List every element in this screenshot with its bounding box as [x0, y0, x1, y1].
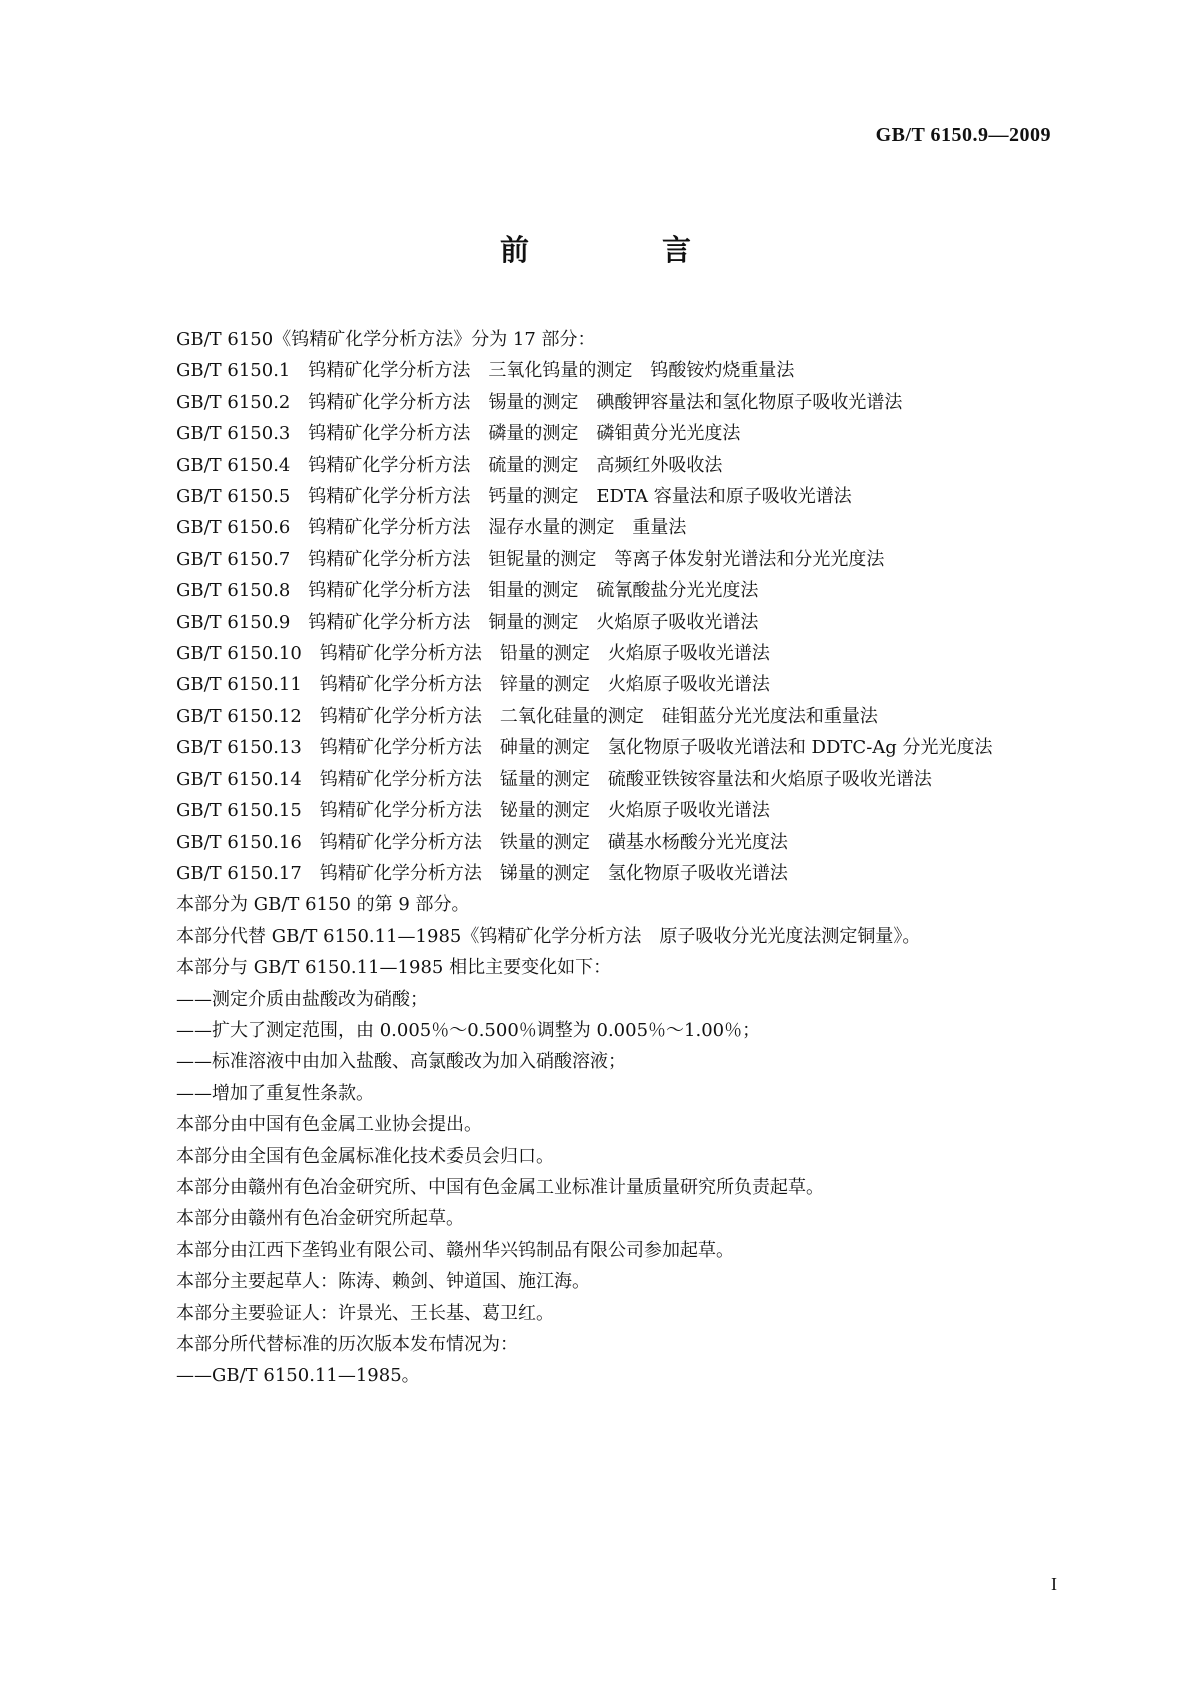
part-list-item-11: GB/T 6150.11 钨精矿化学分析方法 锌量的测定 火焰原子吸收光谱法: [176, 674, 770, 696]
part-list-item-8: GB/T 6150.8 钨精矿化学分析方法 钼量的测定 硫氰酸盐分光光度法: [176, 580, 759, 602]
part-list-item-2: GB/T 6150.2 钨精矿化学分析方法 锡量的测定 碘酸钾容量法和氢化物原子吸收光谱法: [176, 391, 903, 413]
part-list-item-1: GB/T 6150.1 钨精矿化学分析方法 三氧化钨量的测定 钨酸铵灼烧重量法: [176, 360, 795, 382]
page-number: I: [1051, 1574, 1057, 1594]
paragraph-proposed-by: 本部分由中国有色金属工业协会提出。: [176, 1114, 482, 1136]
part-list-item-3: GB/T 6150.3 钨精矿化学分析方法 磷量的测定 磷钼黄分光光度法: [176, 423, 741, 445]
paragraph-participants: 本部分由江西下垄钨业有限公司、赣州华兴钨制品有限公司参加起草。: [176, 1239, 734, 1261]
paragraph-centralized-by: 本部分由全国有色金属标准化技术委员会归口。: [176, 1145, 554, 1167]
change-item-1: ——测定介质由盐酸改为硝酸；: [176, 988, 428, 1010]
paragraph-intro: GB/T 6150《钨精矿化学分析方法》分为 17 部分：: [176, 329, 596, 350]
history-item-1: ——GB/T 6150.11—1985。: [176, 1365, 420, 1387]
paragraph-history-intro: 本部分所代替标准的历次版本发布情况为：: [176, 1334, 518, 1355]
paragraph-main-verifiers: 本部分主要验证人：许景光、王长基、葛卫红。: [176, 1302, 554, 1324]
part-list-item-16: GB/T 6150.16 钨精矿化学分析方法 铁量的测定 磺基水杨酸分光光度法: [176, 831, 788, 853]
part-list-item-14: GB/T 6150.14 钨精矿化学分析方法 锰量的测定 硫酸亚铁铵容量法和火焰原子吸收光谱法: [176, 768, 932, 790]
part-list-item-6: GB/T 6150.6 钨精矿化学分析方法 湿存水量的测定 重量法: [176, 517, 687, 539]
change-item-3: ——标准溶液中由加入盐酸、高氯酸改为加入硝酸溶液；: [176, 1051, 626, 1073]
part-list-item-10: GB/T 6150.10 钨精矿化学分析方法 铅量的测定 火焰原子吸收光谱法: [176, 643, 770, 665]
paragraph-main-drafters: 本部分主要起草人：陈涛、赖剑、钟道国、施江海。: [176, 1271, 590, 1293]
change-item-2: ——扩大了测定范围，由 0.005％～0.500％调整为 0.005％～1.00％；: [176, 1019, 761, 1041]
part-list-item-12: GB/T 6150.12 钨精矿化学分析方法 二氧化硅量的测定 硅钼蓝分光光度法和重量法: [176, 705, 878, 727]
page-title: 前 言: [499, 233, 743, 267]
paragraph-replaces: 本部分代替 GB/T 6150.11—1985《钨精矿化学分析方法 原子吸收分光光度法测定铜量》。: [176, 925, 921, 947]
part-list-item-7: GB/T 6150.7 钨精矿化学分析方法 钽铌量的测定 等离子体发射光谱法和分光光度法: [176, 548, 885, 570]
paragraph-part-number: 本部分为 GB/T 6150 的第 9 部分。: [176, 894, 470, 916]
paragraph-changes-intro: 本部分与 GB/T 6150.11—1985 相比主要变化如下：: [176, 957, 612, 979]
standard-number: GB/T 6150.9—2009: [875, 124, 1051, 146]
part-list-item-15: GB/T 6150.15 钨精矿化学分析方法 铋量的测定 火焰原子吸收光谱法: [176, 800, 770, 822]
change-item-4: ——增加了重复性条款。: [176, 1082, 374, 1104]
part-list-item-4: GB/T 6150.4 钨精矿化学分析方法 硫量的测定 高频红外吸收法: [176, 454, 723, 476]
part-list-item-5: GB/T 6150.5 钨精矿化学分析方法 钙量的测定 EDTA 容量法和原子吸收光谱法: [176, 486, 852, 508]
foreword-body: [135, 324, 1062, 1392]
part-list-item-9: GB/T 6150.9 钨精矿化学分析方法 铜量的测定 火焰原子吸收光谱法: [176, 611, 759, 633]
paragraph-drafted-by: 本部分由赣州有色冶金研究所起草。: [176, 1208, 464, 1230]
part-list-item-13: GB/T 6150.13 钨精矿化学分析方法 砷量的测定 氢化物原子吸收光谱法和 DDTC-Ag 分光光度法: [176, 737, 993, 759]
paragraph-responsible-drafters: 本部分由赣州有色冶金研究所、中国有色金属工业标准计量质量研究所负责起草。: [176, 1176, 824, 1198]
part-list-item-17: GB/T 6150.17 钨精矿化学分析方法 锑量的测定 氢化物原子吸收光谱法: [176, 862, 788, 884]
